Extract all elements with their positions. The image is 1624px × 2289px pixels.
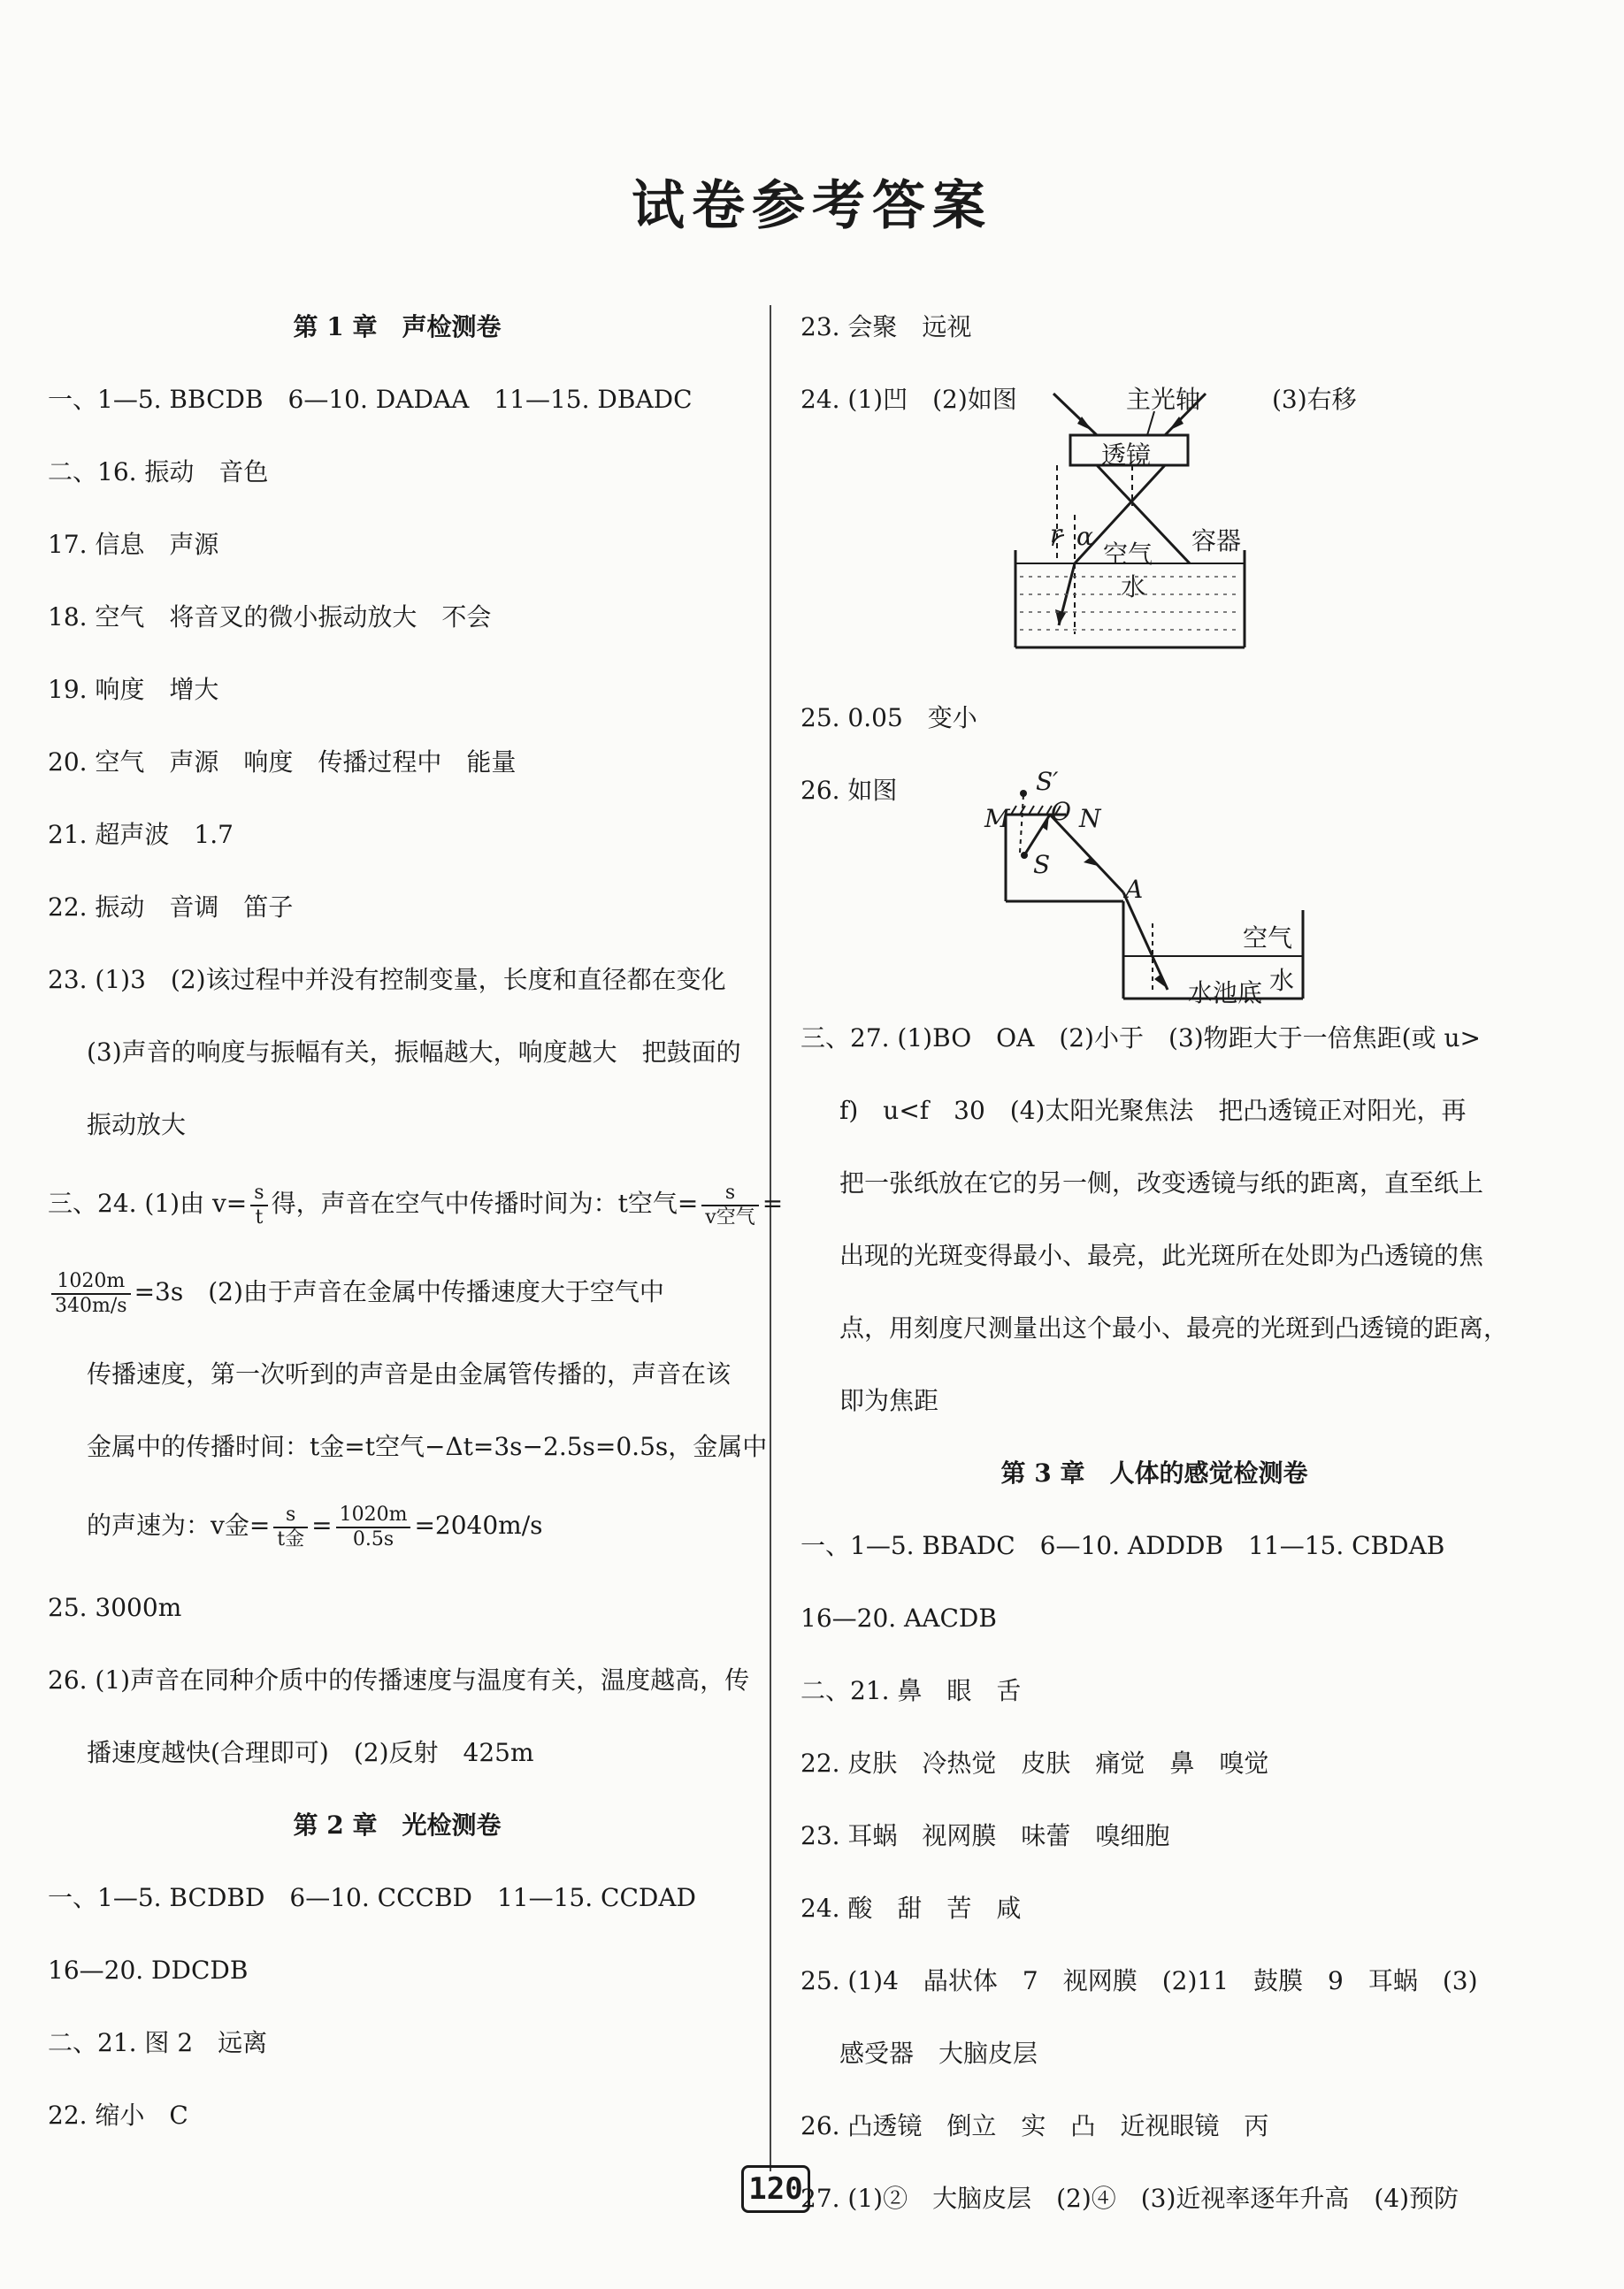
lens-refraction-diagram xyxy=(801,378,1508,696)
container-label: 容器 xyxy=(1191,526,1242,555)
answer-line: 26. 凸透镜 倒立 实 凸 近视眼镜 丙 xyxy=(801,2111,1269,2140)
answer-line: 感受器 大脑皮层 xyxy=(839,2039,1038,2068)
answer-line: 二、21. 图 2 远离 xyxy=(48,2028,268,2057)
pool-bottom-label: 水池底 xyxy=(1188,978,1263,1007)
answer-line: 17. 信息 声源 xyxy=(48,530,219,559)
page-title: 试卷参考答案 xyxy=(632,175,992,237)
chapter-2-title: 第 2 章 光检测卷 xyxy=(293,1811,502,1840)
formula-text: = xyxy=(311,1511,333,1540)
answer-line: 振动放大 xyxy=(87,1110,187,1139)
air-label: 空气 xyxy=(1103,540,1153,569)
answer-line: 把一张纸放在它的另一侧，改变透镜与纸的距离，直至纸上 xyxy=(839,1168,1484,1198)
page-number: 120 xyxy=(741,2165,810,2213)
answer-line: (3)声音的响度与振幅有关，振幅越大，响度越大 把鼓面的 xyxy=(87,1037,741,1067)
answer-line: 23. 会聚 远视 xyxy=(801,312,972,341)
formula-text: 的声速为：v金= xyxy=(87,1511,271,1540)
column-divider xyxy=(770,305,771,2171)
point-a-label: A xyxy=(1125,875,1144,904)
formula-text: =3s (2)由于声音在金属中传播速度大于空气中 xyxy=(134,1277,664,1306)
formula-text: = xyxy=(762,1189,784,1218)
formula-line xyxy=(48,1497,747,1586)
formula-text: 三、24. (1)由 v= xyxy=(48,1189,248,1218)
mirror-end-n-label: N xyxy=(1079,804,1101,833)
fraction: $\frac{s}{\text{t金}}$ xyxy=(273,1504,308,1551)
answer-line: 16—20. AACDB xyxy=(801,1604,997,1633)
formula-text: =2040m/s xyxy=(414,1511,543,1540)
answer-line: 22. 皮肤 冷热觉 皮肤 痛觉 鼻 嗅觉 xyxy=(801,1749,1269,1778)
mirror-refraction-diagram xyxy=(801,769,1508,1016)
answer-line: 二、16. 振动 音色 xyxy=(48,457,269,486)
answer-line: 20. 空气 声源 响度 传播过程中 能量 xyxy=(48,747,517,777)
answer-line: 一、1—5. BBCDB 6—10. DADAA 11—15. DBADC xyxy=(48,385,693,414)
fraction: $\frac{1020m}{0.5s}$ xyxy=(336,1504,411,1551)
answer-line: 24. (1)凹 (2)如图 xyxy=(801,385,1017,414)
lens-figure-block xyxy=(801,378,1508,696)
answer-line: 出现的光斑变得最小、最亮，此光斑所在处即为凸透镜的焦 xyxy=(839,1241,1484,1270)
fraction: $\frac{s}{t}$ xyxy=(250,1182,267,1229)
answer-line: 22. 缩小 C xyxy=(48,2101,188,2130)
answer-line: 26. (1)声音在同种介质中的传播速度与温度有关，温度越高，传 xyxy=(48,1665,750,1695)
answer-line: f) u<f 30 (4)太阳光聚焦法 把凸透镜正对阳光，再 xyxy=(839,1096,1467,1125)
mirror-end-m-label: M xyxy=(984,804,1010,833)
answer-line: 二、21. 鼻 眼 舌 xyxy=(801,1676,1022,1705)
answer-line: 21. 超声波 1.7 xyxy=(48,820,234,849)
answer-line: 23. 耳蜗 视网膜 味蕾 嗅细胞 xyxy=(801,1821,1170,1850)
answer-line: 一、1—5. BCDBD 6—10. CCCBD 11—15. CCDAD xyxy=(48,1883,696,1912)
answer-line: 一、1—5. BBADC 6—10. ADDDB 11—15. CBDAB xyxy=(801,1531,1445,1560)
left-column xyxy=(48,305,784,2166)
answer-line: 18. 空气 将音叉的微小振动放大 不会 xyxy=(48,602,492,632)
chapter-1-title: 第 1 章 声检测卷 xyxy=(293,312,502,341)
lens-label: 透镜 xyxy=(1101,440,1152,470)
answer-line: 25. (1)4 晶状体 7 视网膜 (2)11 鼓膜 9 耳蜗 (3) xyxy=(801,1966,1478,1995)
answer-line: 16—20. DDCDB xyxy=(48,1956,249,1985)
answer-line: 27. (1)② 大脑皮层 (2)④ (3)近视率逐年升高 (4)预防 xyxy=(801,2184,1459,2213)
answer-line: 三、27. (1)BO OA (2)小于 (3)物距大于一倍焦距(或 u> xyxy=(801,1023,1481,1053)
answer-line: 24. 酸 甜 苦 咸 xyxy=(801,1894,1022,1923)
mirror-figure-block xyxy=(801,769,1508,1016)
point-o-label: O xyxy=(1051,797,1071,826)
water-label: 水 xyxy=(1269,966,1295,995)
answer-line: 传播速度，第一次听到的声音是由金属管传播的，声音在该 xyxy=(87,1359,732,1389)
answer-line: 22. 振动 音调 笛子 xyxy=(48,892,294,922)
image-point-label: S′ xyxy=(1036,767,1059,796)
answer-line: 19. 响度 增大 xyxy=(48,675,219,704)
source-point-label: S xyxy=(1033,850,1051,879)
formula-text: 得，声音在空气中传播时间为：t空气= xyxy=(271,1189,699,1218)
answer-line: 25. 0.05 变小 xyxy=(801,703,977,732)
water-label: 水 xyxy=(1121,572,1146,601)
angle-alpha-label: α xyxy=(1076,522,1093,551)
answer-line: 播速度越快(合理即可) (2)反射 425m xyxy=(87,1738,534,1767)
fraction: $\frac{1020m}{340m/s}$ xyxy=(51,1270,131,1318)
formula-line xyxy=(48,1264,747,1352)
answer-line: 25. 3000m xyxy=(48,1593,182,1622)
answer-line: 23. (1)3 (2)该过程中并没有控制变量，长度和直径都在变化 xyxy=(48,965,726,994)
answer-line: 即为焦距 xyxy=(839,1386,939,1415)
formula-line xyxy=(48,1175,784,1264)
air-label: 空气 xyxy=(1243,923,1293,953)
answer-line: (3)右移 xyxy=(1272,385,1357,414)
answer-line: 26. 如图 xyxy=(801,776,898,805)
main-axis-label: 主光轴 xyxy=(1126,385,1201,414)
angle-r-label: r xyxy=(1050,519,1062,548)
answer-line: 金属中的传播时间：t金=t空气−Δt=3s−2.5s=0.5s，金属中 xyxy=(87,1432,768,1461)
right-column xyxy=(801,305,1508,2249)
fraction: $\frac{s}{\text{v空气}}$ xyxy=(701,1182,758,1229)
answer-line: 点，用刻度尺测量出这个最小、最亮的光斑到凸透镜的距离， xyxy=(839,1313,1509,1343)
chapter-3-title: 第 3 章 人体的感觉检测卷 xyxy=(1000,1458,1308,1488)
